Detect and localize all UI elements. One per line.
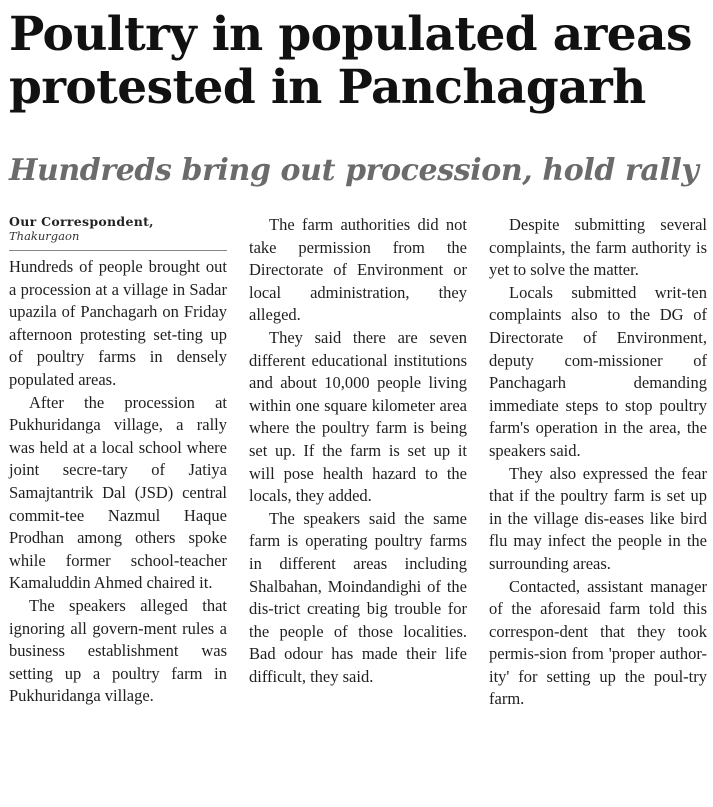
paragraph: Despite submitting several complaints, the farm authority is yet to solve the matter. [489,215,707,280]
article-column-2 [249,214,467,688]
paragraph: The speakers alleged that ignoring all govern-ment rules a business establishment was setting up a poultry farm in Pukhuridanga village. [9,595,227,706]
paragraph: Locals submitted writ-ten complaints also to the DG of Directorate of Environment, deputy com-missioner of Panchagarh demanding immediate steps to stop poultry farm's operation in the area, the speakers said. [489,282,707,460]
paragraph: The speakers said the same farm is operating poultry farms in different areas including Shalbahan, Moindandighi of the dis-trict creating big trouble for the people of those localities. Bad odour has made their life difficult, they said. [249,508,467,686]
paragraph: The farm authorities did not take permission from the Directorate of Environment or local administration, they alleged. [249,215,467,325]
paragraph: Contacted, assistant manager of the aforesaid farm told this correspon-dent that they took permis-sion from 'proper author-ity' for setting up the poul-try farm. [489,576,707,709]
article-column-3 [489,214,707,711]
byline-location: Thakurgaon [9,229,80,243]
byline-author: Our Correspondent, [9,214,154,229]
article-column-1 [9,214,227,708]
paragraph: Hundreds of people brought out a procession at a village in Sadar upazila of Panchagarh on Friday afternoon protesting set-ting up of poultry farms in densely populated areas. [9,257,227,389]
paragraph: They said there are seven different educational institutions and about 10,000 people living within one square kilometer area where the poultry farm is being set up. If the farm is set up it will pose health hazard to the locals, they added. [249,327,467,506]
paragraph: They also expressed the fear that if the poultry farm is set up in the village dis-eases like bird flu may infect the people in the surrounding areas. [489,463,707,573]
headline: Poultry in populated areas protested in Panchagarh [9,7,692,115]
paragraph: After the procession at Pukhuridanga village, a rally was held at a local school where joint secre-tary of Jatiya Samajtantrik Dal (JSD) central commit-tee Nazmul Haque Prodhan among others spoke while former school-teacher Kamaluddin Ahmed chaired it. [9,392,227,593]
byline-divider [9,250,227,251]
subheadline: Hundreds bring out procession, hold rally [9,153,699,188]
